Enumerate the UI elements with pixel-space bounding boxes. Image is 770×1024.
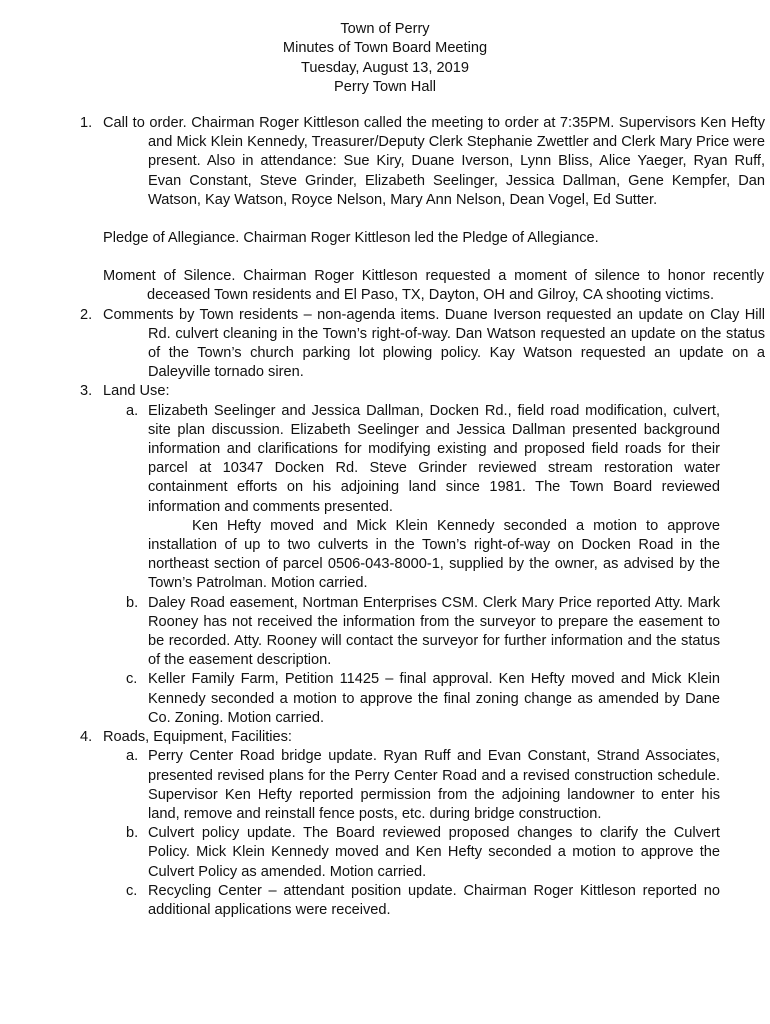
sub-item-motion: Ken Hefty moved and Mick Klein Kennedy seconded a motion to approve installation of up to two culverts in the Town’s right-of-way on Docken Road in the northeast section of parcel 0506-043-8000-1, supplied by the owner, as advised by the Town’s Patrolman. Motion carried. [148,517,720,592]
meeting-location: Perry Town Hall [334,78,436,95]
sub-item-letter: b. [126,594,139,611]
sub-item [126,594,720,671]
item-text: Comments by Town residents – non-agenda items. Duane Iverson requested an update on Clay Hill Rd. culvert cleaning in the Town’s right-of-way. Dan Watson requested an update on the status of the Town’s church parking lot plowing policy. Kay Watson requested an update on a Daleyville tornado siren. [103,306,765,381]
sub-item-letter: a. [126,402,139,419]
item-number: 2. [80,306,93,323]
sub-item-text: Recycling Center – attendant position update. Chairman Roger Kittleson reported no additional applications were received. [148,882,720,918]
sub-item [126,402,720,594]
agenda-item-resident-comments [0,306,770,383]
item-text: Call to order. Chairman Roger Kittleson called the meeting to order at 7:35PM. Supervisors Ken Hefty and Mick Klein Kennedy, Treasurer/Deputy Clerk Stephanie Zwettler and Clerk Mary Price were present. Also in attendance: Sue Kiry, Duane Iverson, Lynn Bliss, Alice Yaeger, Ryan Ruff, Evan Constant, Steve Grinder, Elizabeth Seelinger, Jessica Dallman, Gene Kempfer, Dan Watson, Kay Watson, Royce Nelson, Mary Ann Nelson, Dean Vogel, Ed Sutter. [103,115,765,208]
sub-item-text: Perry Center Road bridge update. Ryan Ruff and Evan Constant, Strand Associates, presented revised plans for the Perry Center Road and a revised construction schedule. Supervisor Ken Hefty reported permission from the adjoining landowner to enter his land, remove and reinstall fence posts, etc. during bridge construction. [148,748,720,822]
item-number: 4. [80,729,93,746]
document-title: Minutes of Town Board Meeting [282,40,488,57]
agenda-item-land-use [0,382,770,728]
agenda-item-roads-equipment [0,728,770,920]
moment-of-silence: Moment of Silence. Chairman Roger Kittleson requested a moment of silence to honor recently deceased Town residents and El Paso, TX, Dayton, OH and Gilroy, CA shooting victims. [103,268,764,304]
sub-item-text: Culvert policy update. The Board reviewed proposed changes to clarify the Culvert Policy. Mick Klein Kennedy moved and Ken Hefty seconded a motion to approve the Culvert Policy as amended. Motion carried. [148,825,720,880]
sub-item-text: Daley Road easement, Nortman Enterprises CSM. Clerk Mary Price reported Atty. Mark Rooney has not received the information from the surveyor to prepare the easement to be recorded. Atty. Rooney will contact the surveyor for further information and the status of the easement description. [148,594,720,669]
item-number: 1. [80,115,93,131]
minutes-body [0,114,770,920]
sub-item-letter: c. [126,882,138,899]
agenda-item-call-to-order [0,114,770,306]
sub-item [126,882,720,920]
section-title: Roads, Equipment, Facilities: [103,729,292,746]
sub-item-text: Keller Family Farm, Petition 11425 – final approval. Ken Hefty moved and Mick Klein Kennedy seconded a motion to approve the final zoning change as amended by Dane Co. Zoning. Motion carried. [148,671,720,726]
item-number: 3. [80,383,93,400]
sub-item-letter: b. [126,825,139,842]
town-name: Town of Perry [340,21,430,37]
pledge-of-allegiance: Pledge of Allegiance. Chairman Roger Kittleson led the Pledge of Allegiance. [103,230,599,247]
sub-item-letter: a. [126,748,139,765]
minutes-header [0,20,770,97]
sub-item [126,747,720,824]
sub-item [126,670,720,728]
meeting-date: Tuesday, August 13, 2019 [301,59,469,76]
sub-item [126,824,720,882]
sub-item-text: Elizabeth Seelinger and Jessica Dallman, Docken Rd., field road modification, culvert, site plan discussion. Elizabeth Seelinger and Jessica Dallman presented background information and clarifications for modifying existing and proposed field roads for their parcel at 10347 Docken Rd. Steve Grinder reviewed stream restoration water containment efforts on his adjoining land since 1981. The Town Board reviewed information and comments presented. [148,402,720,515]
section-title: Land Use: [103,383,170,400]
sub-item-letter: c. [126,671,138,688]
